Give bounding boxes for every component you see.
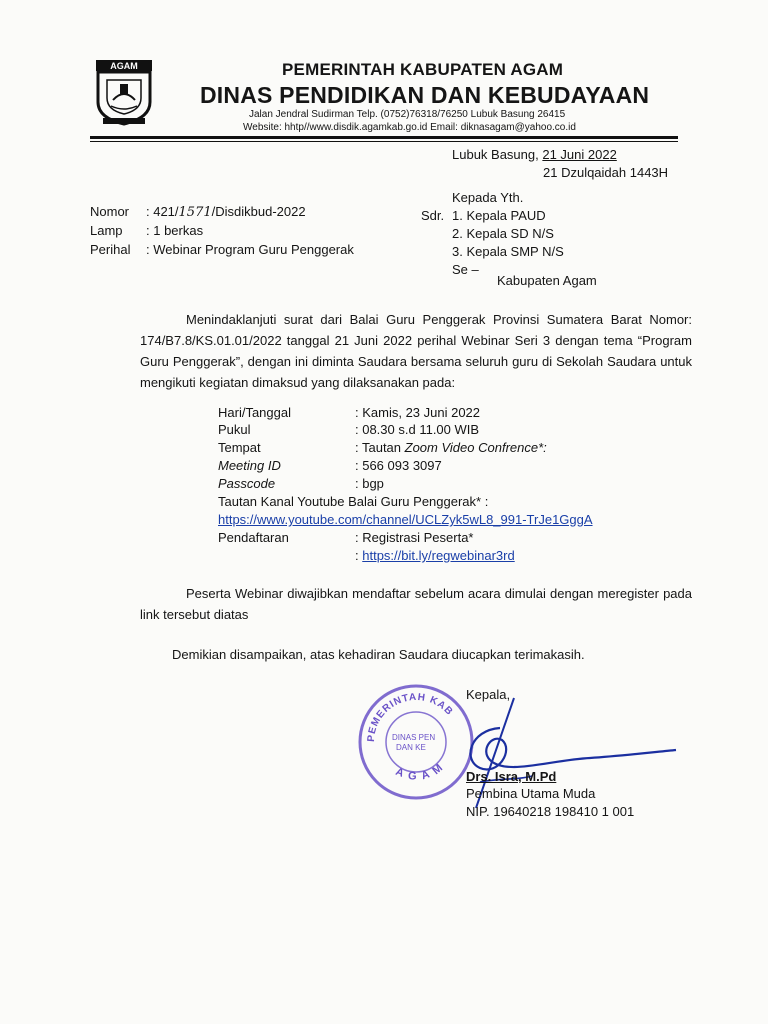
body-paragraph-2: Peserta Webinar diwajibkan mendaftar sebelum acara dimulai dengan meregister pada link tersebut diatas <box>140 586 692 622</box>
date-hijri: 21 Dzulqaidah 1443H <box>543 165 669 180</box>
regency-logo <box>93 58 155 128</box>
nomor-prefix: : 421/ <box>146 204 179 219</box>
nomor-value <box>146 203 306 221</box>
letterhead-rule-thin <box>90 141 678 142</box>
stamp-mid-text-1: DINAS PEN <box>392 733 436 742</box>
perihal-label: Perihal <box>90 242 131 257</box>
recipient-item: 1. Kepala PAUD <box>452 208 546 223</box>
letterhead-line1: PEMERINTAH KABUPATEN AGAM <box>282 60 564 79</box>
recipient-item: 3. Kepala SMP N/S <box>452 244 564 259</box>
body-paragraph-3: Demikian disampaikan, atas kehadiran Saudara diucapkan terimakasih. <box>172 647 585 662</box>
tempat-label: Tempat <box>218 440 261 455</box>
stamp-bottom-text: AGAM <box>393 758 450 783</box>
passcode-label: Passcode <box>218 476 276 491</box>
recipient-se: Se – <box>452 262 479 277</box>
signatory-rank: Pembina Utama Muda <box>466 786 596 801</box>
meeting-id-label: Meeting ID <box>218 458 281 473</box>
body-paragraph-1: Menindaklanjuti surat dari Balai Guru Penggerak Provinsi Sumatera Barat Nomor: 174/B7.8/KS.01.01/2022 tanggal 21 Juni 2022 perihal Webinar Seri 3 dengan tema “Program Guru Penggerak”, dengan ini diminta Saudara bersama seluruh guru di Sekolah Saudara untuk mengikuti kegiatan dimaksud yang dilaksanakan pada: <box>140 312 692 390</box>
tempat-prefix: : Tautan <box>355 440 405 455</box>
pendaftaran-label: Pendaftaran <box>218 530 289 545</box>
recipient-sdr: Sdr. <box>421 208 445 223</box>
tempat-zoom: Zoom Video Confrence*: <box>404 440 547 455</box>
youtube-label: Tautan Kanal Youtube Balai Guru Penggerak* : <box>218 494 489 509</box>
registration-link[interactable]: https://bit.ly/regwebinar3rd <box>362 548 515 563</box>
tempat-value <box>355 439 547 456</box>
passcode-value: : bgp <box>355 476 384 491</box>
hari-value: : Kamis, 23 Juni 2022 <box>355 405 481 420</box>
lamp-value: : 1 berkas <box>146 223 204 238</box>
stamp-mid-text-2: DAN KE <box>396 743 426 752</box>
nomor-handwritten: 1571 <box>178 205 212 220</box>
lamp-label: Lamp <box>90 223 123 238</box>
letterhead-rule-thick <box>90 136 678 139</box>
registration-line <box>355 547 515 564</box>
letterhead-address: Jalan Jendral Sudirman Telp. (0752)76318/76250 Lubuk Basung 26415 <box>249 109 566 120</box>
recipient-kepada: Kepada Yth. <box>452 190 524 205</box>
letterhead-line2: DINAS PENDIDIKAN DAN KEBUDAYAAN <box>200 82 650 108</box>
stamp-top-text: PEMERINTAH KAB <box>365 691 456 743</box>
hari-label: Hari/Tanggal <box>218 405 291 420</box>
youtube-link[interactable]: https://www.youtube.com/channel/UCLZyk5wL8_991-TrJe1GggA <box>218 512 593 527</box>
date-gregorian: 21 Juni 2022 <box>542 147 617 162</box>
recipient-item: 2. Kepala SD N/S <box>452 226 554 241</box>
signatory-nip: NIP. 19640218 198410 1 001 <box>466 804 635 819</box>
signatory-name: Drs. Isra, M.Pd <box>466 769 557 784</box>
perihal-value: : Webinar Program Guru Penggerak <box>146 242 354 257</box>
recipient-region: Kabupaten Agam <box>497 273 597 288</box>
registration-colon: : <box>355 548 359 563</box>
pukul-label: Pukul <box>218 422 251 437</box>
letterhead-website: Website: hhtp//www.disdik.agamkab.go.id Email: diknasagam@yahoo.co.id <box>243 122 576 133</box>
signature-title: Kepala, <box>466 687 511 702</box>
pukul-value: : 08.30 s.d 11.00 WIB <box>355 422 480 437</box>
nomor-suffix: /Disdikbud-2022 <box>211 204 306 219</box>
logo-text: AGAM <box>110 61 138 71</box>
date-place: Lubuk Basung, <box>452 147 539 162</box>
pendaftaran-value: : Registrasi Peserta* <box>355 530 474 545</box>
meeting-id-value: : 566 093 3097 <box>355 458 442 473</box>
nomor-label: Nomor <box>90 204 130 219</box>
date-line <box>452 146 617 163</box>
